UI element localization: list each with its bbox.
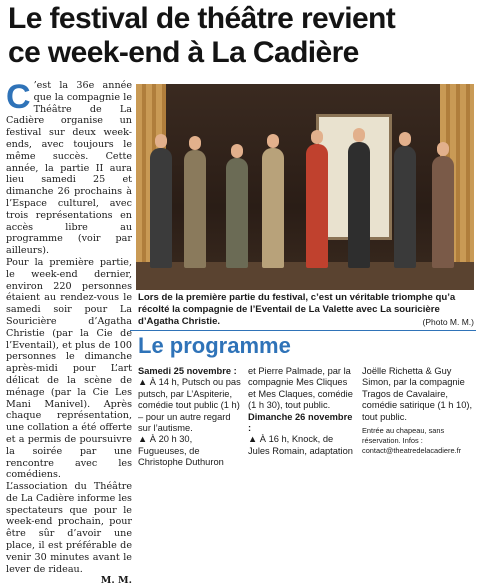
actor-head xyxy=(231,144,243,158)
programme-item: ▲ À 14 h, Putsch ou pas putsch, par L’Aspiterie, comédie tout public (1 h) – pour un autre regard sur l’autisme. xyxy=(138,377,241,434)
photo-caption xyxy=(138,292,474,328)
drop-cap: C xyxy=(6,78,31,116)
actor-head xyxy=(399,132,411,146)
programme-note: Entrée au chapeau, sans réservation. Infos : contact@theatredelacadiere.fr xyxy=(362,426,462,456)
programme-column-1 xyxy=(138,366,242,469)
programme-item: ▲ À 20 h 30, Fugueuses, de Christophe Duthuron xyxy=(138,434,224,468)
actor-figure xyxy=(184,150,206,268)
actor-figure xyxy=(262,148,284,268)
actor-head xyxy=(189,136,201,150)
actor-figure xyxy=(226,158,248,268)
actor-figure xyxy=(348,142,370,268)
stage-photo xyxy=(136,84,474,290)
programme-item: ▲ À 16 h, Knock, de Jules Romain, adaptation xyxy=(248,434,353,456)
actor-head xyxy=(155,134,167,148)
actor-head xyxy=(353,128,365,142)
programme-column-3 xyxy=(362,366,474,456)
actor-head xyxy=(267,134,279,148)
programme-day-sunday: Dimanche 26 novembre : xyxy=(248,411,353,434)
article-paragraph-2: Pour la première partie, le week-end dernier, environ 220 personnes étaient au rendez-vous le samedi soir pour La Souricière d’Agatha Christie (par la Cie de l’Eventail), et plus de 100 personnes le dimanche après-midi pour L’art délicat de la scène de ménage (par la Cie Les Mani Manivel). Après chaque représentation, une collation a été offerte et a permis de poursuivre la soirée par une rencontre avec les comédiens. xyxy=(6,256,132,481)
article-signature: M. M. xyxy=(100,575,132,587)
headline-line-2: ce week-end à La Cadière xyxy=(8,36,359,69)
programme-column-2 xyxy=(248,366,356,457)
actor-figure xyxy=(394,146,416,268)
programme-title: Le programme xyxy=(130,330,476,360)
headline xyxy=(8,2,476,70)
programme-item-continued: Joëlle Richetta & Guy Simon, par la compagnie Tragos de Cavalaire, comédie satirique (1 h 10), tout public. xyxy=(362,366,473,422)
actor-figure xyxy=(306,144,328,268)
article-body xyxy=(6,80,132,587)
actor-figure xyxy=(150,148,172,268)
headline-line-1: Le festival de théâtre revient xyxy=(8,2,396,35)
programme-item-continued: et Pierre Palmade, par la compagnie Mes Cliques et Mes Claques, comédie (1 h 30), tout public. xyxy=(248,366,353,411)
photo-credit: (Photo M. M.) xyxy=(422,317,474,327)
photo-caption-text: Lors de la première partie du festival, c’est un véritable triomphe qu’a récolté la compagnie de l’Eventail de La Valette avec La souricière d’Agatha Christie. xyxy=(138,292,456,327)
article-paragraph-3: L’association du Théâtre de La Cadière informe les spectateurs que pour le week-end prochain, pour être sûr d’avoir une place, il est préférable de venir 30 minutes avant le lever de rideau. xyxy=(6,481,132,575)
actor-head xyxy=(437,142,449,156)
programme-day-saturday: Samedi 25 novembre : xyxy=(138,366,237,376)
actor-figure xyxy=(432,156,454,268)
actor-head xyxy=(311,130,323,144)
article-paragraph-1: ’est la 36e année que la compagnie le Théâtre de La Cadière organise un festival sur deux week-ends, avec toujours le même succès. Cette année, la partie II aura lieu samedi 25 et dimanche 26 prochains à l’Espace culturel, avec trois représentations en accès libre au programme (voir par ailleurs). xyxy=(6,80,132,257)
